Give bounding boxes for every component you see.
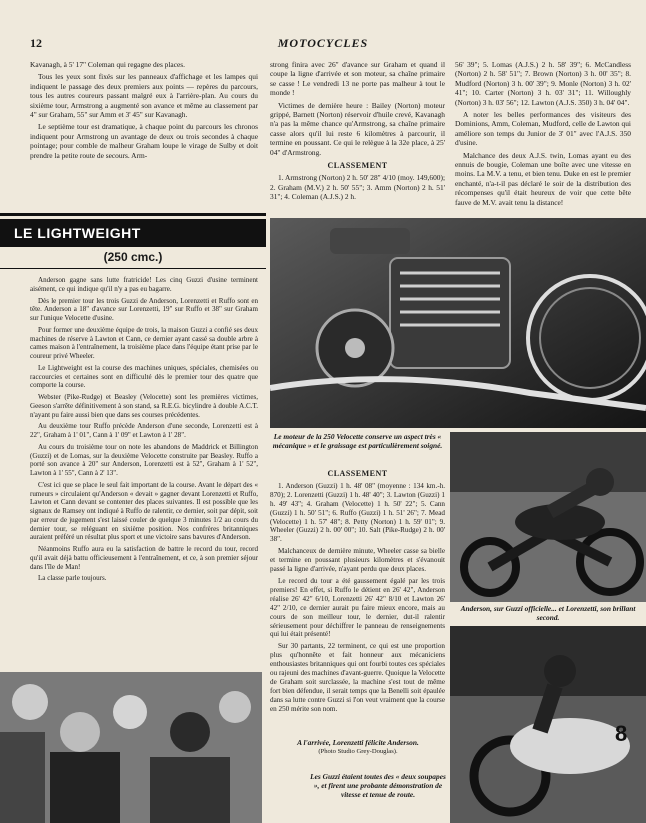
paragraph: Le Lightweight est la course des machines uniques, spéciales, chemisées ou raccourcies et certaines sont en difficulté dès le premier tour des quatre que comporte la course. (30, 363, 258, 390)
caption-arrivee (278, 738, 438, 756)
column-3-top (455, 60, 631, 210)
engine-illustration (270, 218, 646, 428)
paragraph: Anderson gagne sans lutte fratricide! Les cinq Guzzi d'usine terminent aisément, ce qui indique qu'il n'y a pas eu bagarre. (30, 276, 258, 293)
photo-credit: (Photo Studio Grey-Douglas). (318, 748, 398, 755)
paragraph: Pour former une deuxième équipe de trois, la maison Guzzi a confié ses deux machines de réserve à Lawton et Cann, ce dernier ayant cassé sa double arbre à cames maison à l'entraînement, la troisième place dans l'équipe étant prise par le coureur privé Wheeler. (30, 325, 258, 360)
magazine-title: MOTOCYCLES (277, 36, 369, 50)
rider-illustration (450, 626, 646, 823)
classement-results: 1. Armstrong (Norton) 2 h. 50' 28" 4/10 (moy. 149,600); 2. Graham (M.V.) 2 h. 50' 55"; 3. Amm (Norton) 2 h. 51' 31"; 4. Coleman (A.J.S.) 2 h. (270, 173, 445, 202)
paragraph: Kavanagh, à 5' 17" Coleman qui regagne des places. (30, 60, 185, 69)
section-title: LE LIGHTWEIGHT (14, 225, 141, 241)
subtitle-rule (0, 268, 266, 269)
rider-photo-lorenzetti (450, 626, 646, 823)
paragraph: Malchance des deux A.J.S. twin, Lomas ayant eu des ennuis de bougie, Coleman une boîte avec une vitesse en moins. La M.V. a tenu, et bien tenu. Duke en est le premier enchanté, n'a-t-il pas déclaré le soir de la distribution des récompenses qu'il était heureux de voir que cette bête fauve de M.V. avait tenu la distance! (455, 150, 631, 207)
section-subtitle: (250 cmc.) (103, 250, 163, 264)
paragraph: Victimes de dernière heure : Bailey (Norton) moteur grippé, Barnett (Norton) réservoir d'huile crevé, Kavanagh n'a pas la même chance qu'Armstrong, sa chaîne primaire casse alors qu'il lui reste 6 kilomètres à parcourir, il termine en poussant. Ce qui le relègue à la 32e place, à 25' 04" d'Armstrong. (270, 100, 445, 157)
paragraph: Le record du tour a été gaussement égalé par les trois premiers! En effet, si Ruffo le détient en 26' 42", Anderson réalise 26' 42" 6/10, Lorenzetti 26' 42" 8/10 et Lawton 26' 42" 2/10, ce dernier aurait pu faire mieux encore, mais au cours de son meilleur tour, le dernier, dut-il ralentir sérieusement pour déchiffrer le panneau de renseignements qui lui était présenté! (270, 576, 445, 639)
paragraph: Le septième tour est dramatique, à chaque point du parcours les chronos indiquent pour Armstrong un avantage de deux ou trois secondes à chaque pointage; pour comble de malheur Graham loupe le virage de Sulby et doit prendre la petite route de secours. Arm- (30, 122, 258, 160)
paragraph: Au deuxième tour Ruffo précède Anderson d'une seconde, Lorenzetti est à 22", Graham à 1' 01", Cann à 1' 09" et Lawton à 1' 28". (30, 422, 258, 439)
column-2-top (270, 60, 445, 205)
rider-illustration (450, 432, 646, 602)
caption-guzzi: Les Guzzi étaient toutes des « deux soupapes », et firent une probante démonstration de vitesse et tenue de route. (310, 772, 446, 799)
paragraph: C'est ici que se place le seul fait important de la course. Avant le départ des « rumeurs » circulaient qu'Anderson « devait » gagner devant Lorenzetti et Ruffo, Lawton et Cann devant se contenter des places suivantes. Il est possible que les signaux de Ramsey ont indiqué à Ruffo de ralentir, ce dernier, soit par dépit, soit par erreur de jugement s'est laissé couler de quelque 3 minutes 1/2 au cours du dernier tour, se reléguant en sixième position. Nos confrères britanniques auraient préféré un résultat plus sport et une victoire sans bavures d'Anderson. (30, 480, 258, 542)
classement-heading: CLASSEMENT (327, 161, 388, 171)
caption-anderson: Anderson, sur Guzzi officielle... et Lorenzetti, son brillant second. (460, 604, 636, 622)
rider-photo-anderson (450, 432, 646, 602)
paragraph: A noter les belles performances des visiteurs des Dominions, Amm, Coleman, Mudford, celle de Lawton qui améliore son temps du Junior de 3' 01" avec l'A.J.S. 350 d'usine. (455, 110, 631, 148)
paragraph: La classe parle toujours. (38, 574, 107, 583)
crowd-illustration (0, 672, 262, 823)
paragraph: Sur 30 partants, 22 terminent, ce qui est une proportion plus qu'honnête et fait honneur aux mécaniciens enthousiastes britanniques qui ont fourbi toutes ces spéciales ou rajeuni des machines d'avant-guerre. Quoique la Velocette de Graham soit surclassée, la machine s'est tout de même fort bien défendue, il serait temps que la Benelli soit épaulée dans sa lutte contre Guzzi si l'on veut vraiment que la course en 250 mérite son nom. (270, 642, 445, 713)
paragraph: Dès le premier tour les trois Guzzi de Anderson, Lorenzetti et Ruffo sont en tête. Anderson a 18" d'avance sur Lorenzetti, 19" sur Ruffo et 38" sur Graham sur l'unique Velocette d'usine. (30, 296, 258, 322)
column-1-top (30, 60, 258, 163)
engine-caption: Le moteur de la 250 Velocette conserve un aspect très « mécanique » et le graissage est particulièrement soigné. (272, 432, 443, 450)
finish-photo (0, 672, 262, 823)
column-2-lightweight (270, 466, 445, 717)
paragraph: Au cours du troisième tour on note les abandons de Maddrick et Billington (Guzzi) et de Lomas, sur la deuxième Velocette construite par Beasley. Ruffo a porté son avance à 20" sur Anderson, Lorenzetti est à 52", Graham à 1' 52", Lawton à 1' 55", Cann à 2' 13". (30, 442, 258, 477)
paragraph: strong finira avec 26" d'avance sur Graham et quand il coupe la ligne d'arrivée et son moteur, sa chaîne primaire se casse ! Le vendredi 13 ne porte pas malheur à tout le monde ! (270, 60, 445, 98)
engine-photo (270, 218, 646, 428)
paragraph: Malchanceux de dernière minute, Wheeler casse sa bielle et termine en poussant plusieurs kilomètres et s'évanouit passé la ligne d'arrivée, n'ayant perdu que deux places. (270, 547, 445, 574)
paragraph: Tous les yeux sont fixés sur les panneaux d'affichage et les lampes qui indiquent le passage des deux premiers aux points — repères du parcours, tous les autres coureurs passant malgré eux à l'arrière-plan. Au cours du sixième tour, Armstrong a augmenté son avance et même au classement par 4" sur Graham, 55" sur Amm et 3' 45" sur Kavanagh. (30, 72, 258, 120)
paragraph: 56' 39"; 5. Lomas (A.J.S.) 2 h. 58' 39"; 6. McCandless (Norton) 2 h. 58' 51"; 7. Brown (Norton) 3 h. 00' 35"; 8. Mudford (Norton) 3 h. 00' 39"; 9. Monle (Norton) 3 h. 02' 41"; 10. Carter (Norton) 3 h. 03' 31"; 11. Willoughly (Norton) 3 h. 03' 56"; 12. Lawton (A.J.S. 350) 3 h. 04' 04". (455, 60, 631, 107)
column-1-lightweight (30, 276, 258, 586)
classement-results: 1. Anderson (Guzzi) 1 h. 48' 08" (moyenne : 134 km.-h. 870); 2. Lorenzetti (Guzzi) 1 h. 48' 40"; 3. Lawton (Guzzi) 1 h. 49' 43"; 4. Graham (Velocette) 1 h. 50' 22"; 5. Cann (Guzzi) 1 h. 50' 51"; 6. Ruffo (Guzzi) 1 h. 51' 26"; 7. Mead (Velocette) 1 h. 57' 48"; 8. Petty (Norton) 1 h. 59' 01"; 9. Wheeler (Guzzi) 2 h. 00' 00"; 10. Salt (Pike-Rudge) 2 h. 00' 38". (270, 481, 445, 544)
classement-heading: CLASSEMENT (327, 469, 388, 478)
paragraph: Néanmoins Ruffo aura eu la satisfaction de battre le record du tour, record qu'il avait déjà battu officieusement à l'entraînement, et ce, à son premier séjour dans l'île de Man! (30, 545, 258, 571)
caption-arrivee-text: A l'arrivée, Lorenzetti félicite Anderson. (297, 738, 419, 747)
paragraph: Webster (Pike-Rudge) et Beasley (Velocette) sont les premières victimes, Geeson s'arrête définitivement à son stand, sa R.E.G. bicylindre à double A.C.T. n'ayant pu faire aussi bien que dans ses courses précédentes. (30, 393, 258, 419)
banner-stripe (0, 213, 266, 216)
page-number: 12 (30, 36, 42, 50)
race-number: 8 (615, 721, 628, 746)
